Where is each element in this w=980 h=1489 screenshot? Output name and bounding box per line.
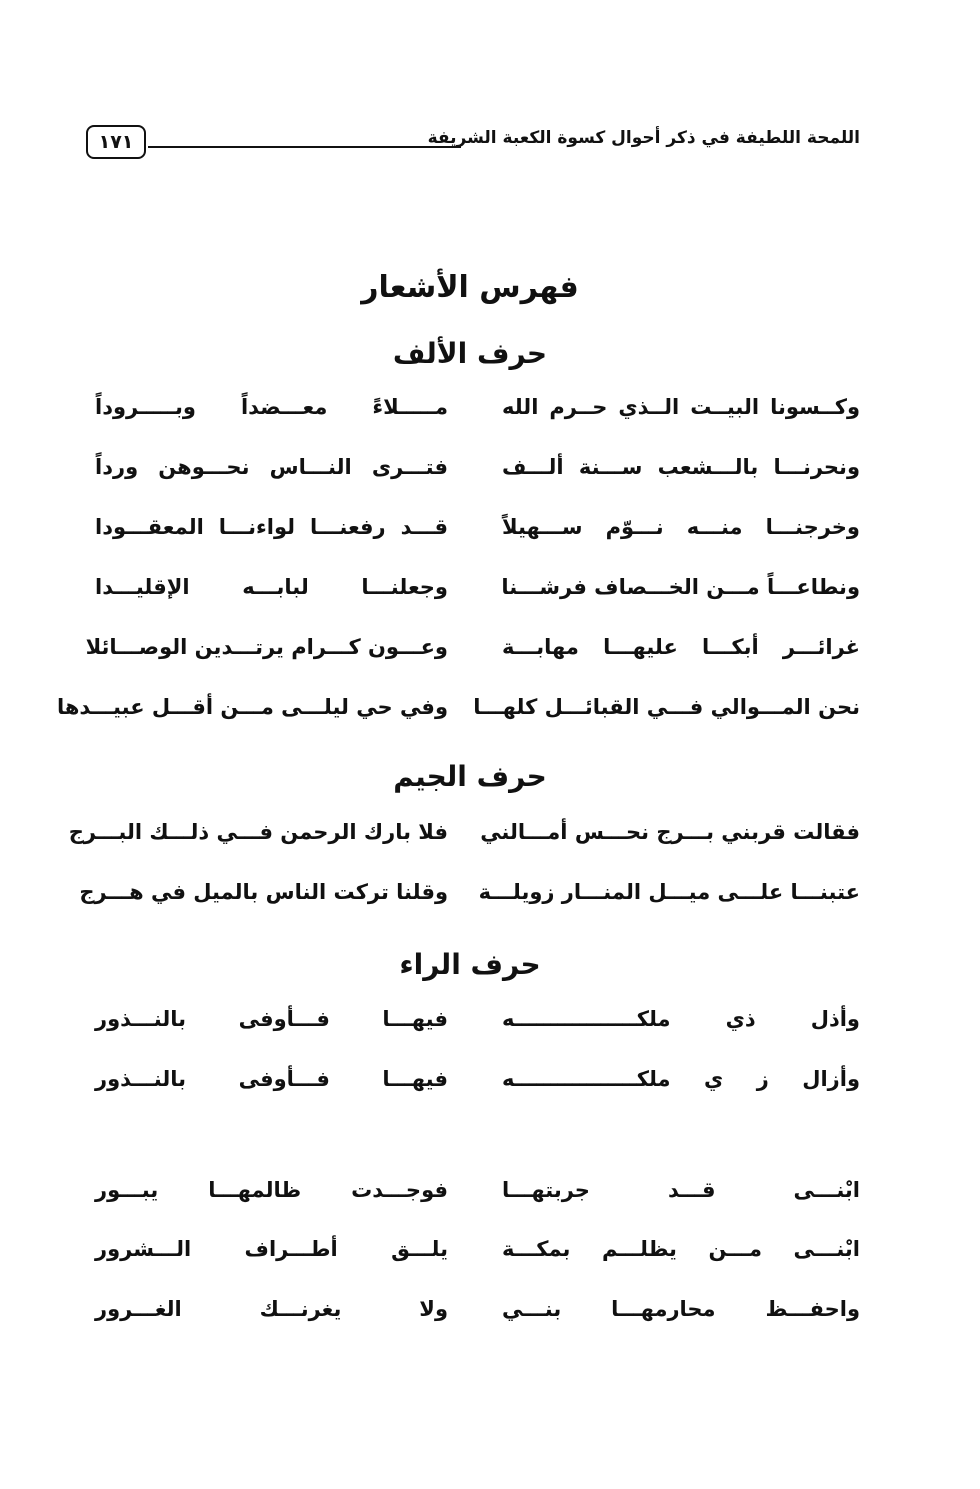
verse-second-hemistich: ولا يغرنـــك الغـــرور [95, 1297, 448, 1321]
verse-line [85, 635, 860, 675]
page-number-box [86, 125, 146, 159]
verse-line [95, 1007, 860, 1047]
verse-line [68, 820, 860, 860]
verse-line [95, 575, 860, 615]
verse-second-hemistich: فيهـــا فـــأوفى بالنـــذور [95, 1067, 448, 1091]
verse-line [95, 395, 860, 435]
verse-second-hemistich: يلـــق أطـــراف الـــشرور [95, 1237, 448, 1261]
index-title: فهرس الأشعار [361, 270, 579, 305]
verse-first-hemistich: وأزال ز ي ملكـــــــــــــــــه [502, 1067, 860, 1091]
verse-first-hemistich: واحفـــظ محارمهـــا بنـــي [502, 1297, 860, 1321]
verse-second-hemistich: وجعلنـــا لبابـــه الإقليـــدا [95, 575, 448, 599]
running-head-title: اللمحة اللطيفة في ذكر أحوال كسوة الكعبة الشريفة [427, 128, 860, 148]
verse-line [95, 1067, 860, 1107]
page-number: ١٧١ [98, 131, 134, 153]
verse-first-hemistich: ونطاعـــاً مـــن الخـــصاف فرشـــنا [501, 575, 860, 599]
verse-line [95, 1237, 860, 1277]
verse-second-hemistich: فلا بارك الرحمن فـــي ذلـــك البـــرج [68, 820, 448, 844]
verse-first-hemistich: ابْنـــى قـــد جربتهـــا [502, 1178, 860, 1202]
verse-first-hemistich: وكــسونا البيــت الــذي حــرم الله [502, 395, 860, 419]
verse-first-hemistich: وخرجنـــا منـــه نـــوّم ســـهيلاً [502, 515, 860, 539]
section-title-ra: حرف الراء [399, 948, 541, 981]
verse-first-hemistich: غرائـــر أبكـــا عليهـــا مهابـــة [502, 635, 860, 659]
section-title-alif: حرف الألف [392, 337, 548, 370]
verse-second-hemistich: قـــد رفعنـــا لواءنـــا المعقـــودا [95, 515, 448, 539]
verse-line [95, 455, 860, 495]
verse-first-hemistich: عتبنـــا علـــى ميـــل المنـــار زويلـــة [478, 880, 860, 904]
header-rule [148, 146, 461, 148]
verse-second-hemistich: فوجـــدت ظالمهـــا يبـــور [95, 1178, 448, 1202]
verse-second-hemistich: فتـــرى النـــاس نحـــوهن ورداً [95, 455, 448, 479]
verse-line [95, 1297, 860, 1337]
verse-second-hemistich: وفي حي ليلـــى مـــن أقـــل عبيـــدها [56, 695, 448, 719]
verse-first-hemistich: ونحرنـــا بالـــشعب ســـنة ألـــف [502, 455, 860, 479]
verse-line [95, 1178, 860, 1218]
verse-second-hemistich: فيهـــا فـــأوفى بالنـــذور [95, 1007, 448, 1031]
verse-second-hemistich: وعـــون كـــرام يرتـــدين الوصـــائلا [85, 635, 448, 659]
verse-first-hemistich: ابْنـــى مـــن يظلـــم بمكـــة [502, 1237, 860, 1261]
verse-line [95, 515, 860, 555]
verse-first-hemistich: نحن المـــوالي فـــي القبائـــل كلهـــا [473, 695, 860, 719]
verse-second-hemistich: مـــــلاءً معـــضداً وبـــــروداً [95, 395, 448, 419]
section-title-jim: حرف الجيم [393, 760, 547, 793]
verse-first-hemistich: وأذل ذي ملكـــــــــــــــــه [502, 1007, 860, 1031]
verse-line [79, 880, 860, 920]
verse-line [56, 695, 860, 735]
verse-second-hemistich: وقلنا تركت الناس بالميل في هـــرج [79, 880, 448, 904]
verse-first-hemistich: فقالت قربني بـــرج نحـــس أمـــالني [480, 820, 860, 844]
